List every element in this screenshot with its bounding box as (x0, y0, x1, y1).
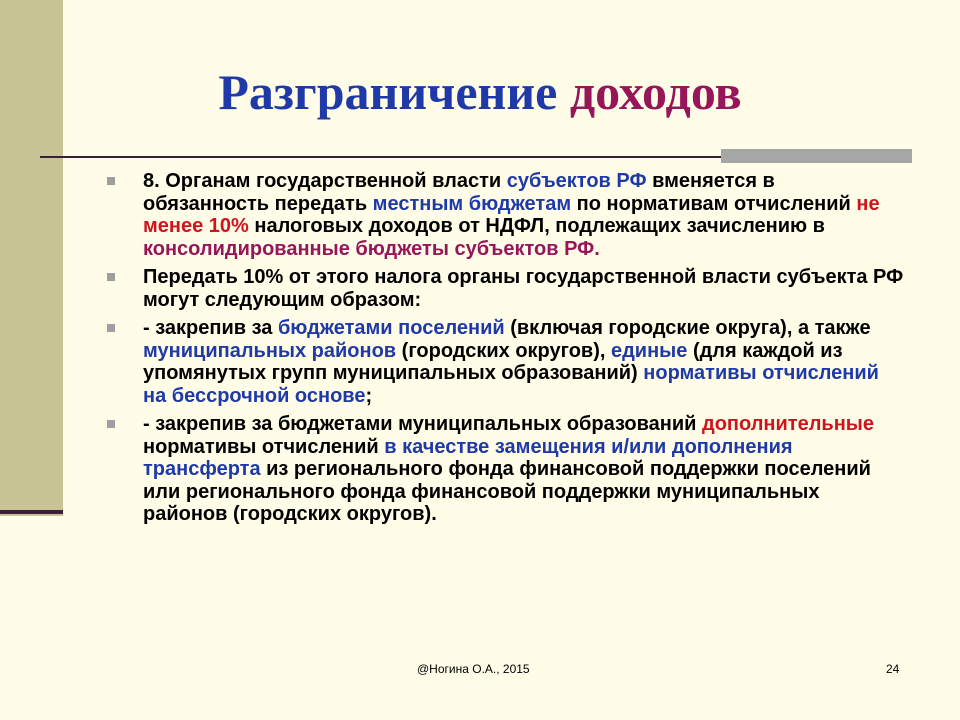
text-run: (для каждой из упомянутых групп муниципальных образований) (143, 339, 843, 384)
highlight-red: не менее 10% (143, 192, 880, 237)
square-bullet-icon (107, 273, 115, 281)
highlight-blue: нормативы отчислений на бессрочной основе (143, 362, 879, 407)
footer-copyright: @Ногина О.А., 2015 (417, 662, 530, 676)
square-bullet-icon (107, 177, 115, 185)
bullet-item-1 (104, 170, 904, 260)
title-accent-block (721, 149, 912, 163)
highlight-blue: в качестве замещения и/или дополнения трансферта (143, 435, 793, 480)
text-run: Передать 10% от этого налога органы государственной власти субъекта РФ могут следующим образом: (143, 266, 904, 311)
text-run: - закрепив за (143, 317, 278, 339)
highlight-blue: единые (610, 339, 688, 362)
text-run: 8. Органам государственной власти (143, 170, 507, 192)
side-band-rule (0, 510, 63, 514)
text-run: вменяется в обязанность передать (143, 170, 775, 215)
bullet-item-2 (104, 266, 904, 311)
text-run: нормативы отчислений (143, 435, 385, 458)
page-number: 24 (886, 662, 900, 676)
text-run: (городских округов), (396, 339, 611, 362)
highlight-blue: местным бюджетам (372, 192, 572, 215)
text-run: - закрепив за бюджетами муниципальных образований (143, 413, 703, 435)
square-bullet-icon (107, 420, 115, 428)
highlight-blue: субъектов РФ (506, 170, 647, 192)
highlight-blue: муниципальных районов (143, 339, 397, 362)
highlight-blue: бюджетами поселений (277, 317, 505, 339)
text-run: ; (365, 384, 373, 407)
text-run: по нормативам отчислений (571, 192, 857, 215)
highlight-red: дополнительные (702, 413, 875, 435)
slide-title (0, 62, 960, 122)
bullet-item-4 (104, 413, 904, 526)
title-part-1: Разграничение (218, 64, 570, 120)
text-run: из регионального фонда финансовой поддержки поселений или регионального фонда финансовой поддержки муниципальных районов (городских округов). (143, 458, 871, 525)
title-part-2: доходов (569, 64, 742, 120)
bullet-item-3 (104, 317, 904, 407)
square-bullet-icon (107, 324, 115, 332)
highlight-magenta: консолидированные бюджеты субъектов РФ. (143, 237, 600, 260)
bullet-list (104, 170, 904, 532)
text-run: налоговых доходов от НДФЛ, подлежащих зачислению в (248, 215, 825, 237)
text-run: (включая городские округа), а также (504, 317, 871, 339)
